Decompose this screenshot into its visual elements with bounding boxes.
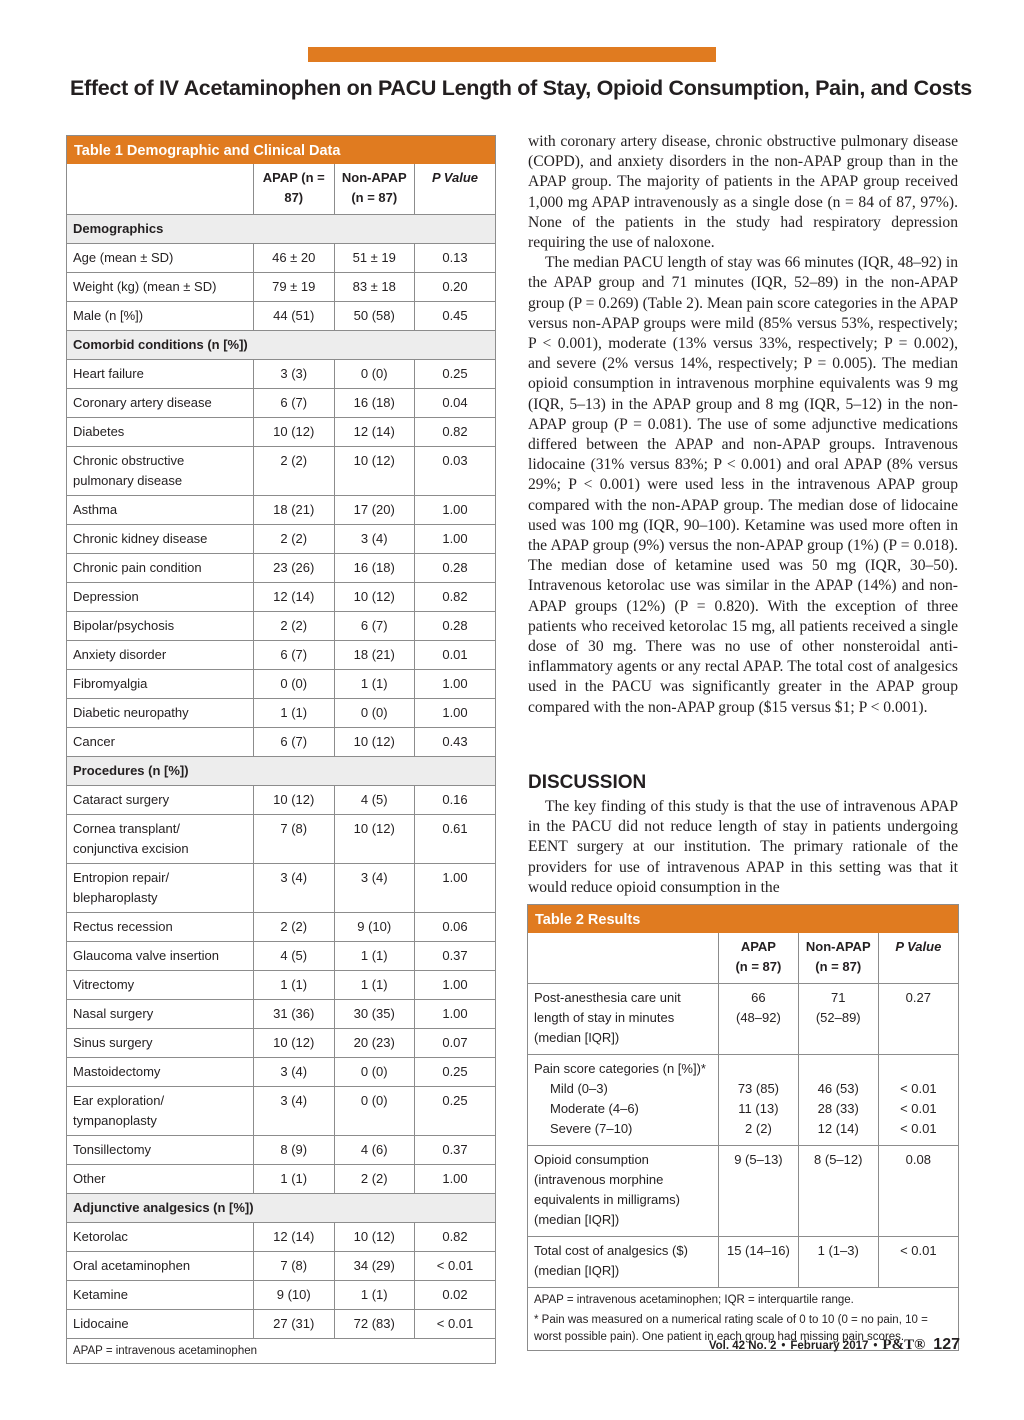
section-row: Comorbid conditions (n [%]) [67, 331, 495, 360]
section-row: Adjunctive analgesics (n [%]) [67, 1194, 495, 1223]
table-row: Rectus recession 2 (2) 9 (10) 0.06 [67, 913, 495, 942]
table-row: Opioid consumption (intravenous morphine equivalents in milligrams) (median [IQR]) 9 (5–13) 8 (5–12) 0.08 [528, 1146, 958, 1237]
table-row: Post-anesthesia care unit length of stay in minutes (median [IQR]) 66 (48–92) 71 (52–89) 0.27 [528, 984, 958, 1055]
body-column-top [528, 132, 958, 718]
paragraph: The key finding of this study is that the use of intravenous APAP in the PACU did not reduce length of stay in patients undergoing EENT surgery at our institution. The primary rationale of the providers for use of intravenous APAP in this setting was that it would reduce opioid consumption in the [528, 798, 958, 896]
accent-bar [308, 47, 716, 62]
table-row: Ear exploration/ tympanoplasty 3 (4) 0 (0) 0.25 [67, 1087, 495, 1136]
table-row: Oral acetaminophen 7 (8) 34 (29) < 0.01 [67, 1252, 495, 1281]
table-1-footnote: APAP = intravenous acetaminophen [67, 1339, 495, 1364]
section-row: Demographics [67, 215, 495, 244]
table-row: Cataract surgery 10 (12) 4 (5) 0.16 [67, 786, 495, 815]
table-1-header-row [67, 164, 495, 215]
table-row: Vitrectomy 1 (1) 1 (1) 1.00 [67, 971, 495, 1000]
column-header: Non-APAP (n = 87) [798, 933, 878, 984]
table-2-header-row [528, 933, 958, 984]
table-row: Asthma 18 (21) 17 (20) 1.00 [67, 496, 495, 525]
table-row: Pain score categories (n [%])* Mild (0–3) Moderate (4–6) Severe (7–10) 73 (85) 11 (13) 2 (2) 46 (53) 28 (33) 12 (14) < 0.01 < 0.01 < 0.01 [528, 1055, 958, 1146]
table-row: Chronic obstructive pulmonary disease 2 (2) 10 (12) 0.03 [67, 447, 495, 496]
table-row: Sinus surgery 10 (12) 20 (23) 0.07 [67, 1029, 495, 1058]
table-row: Total cost of analgesics ($) (median [IQR]) 15 (14–16) 1 (1–3) < 0.01 [528, 1237, 958, 1288]
journal-logo: P&T® [882, 1337, 926, 1353]
column-header: Non-APAP (n = 87) [334, 164, 415, 215]
table-row: Depression 12 (14) 10 (12) 0.82 [67, 583, 495, 612]
table-2-caption: Table 2 Results [528, 905, 958, 933]
table-row: Tonsillectomy 8 (9) 4 (6) 0.37 [67, 1136, 495, 1165]
table-1 [66, 135, 496, 1364]
column-header: P Value [415, 164, 496, 215]
table-1-caption: Table 1 Demographic and Clinical Data [67, 136, 495, 164]
table-row: Cancer 6 (7) 10 (12) 0.43 [67, 728, 495, 757]
table-row: Other 1 (1) 2 (2) 1.00 [67, 1165, 495, 1194]
date-label: February 2017 [790, 1340, 869, 1352]
column-header: P Value [878, 933, 958, 984]
table-row: Diabetes 10 (12) 12 (14) 0.82 [67, 418, 495, 447]
paragraph: with coronary artery disease, chronic obstructive pulmonary disease (COPD), and anxiety disorders in the non-APAP group than in the APAP group. The majority of patients in the APAP group received 1,000 mg APAP intravenously as a single dose (n = 84 of 87, 97%). None of the patients in the study had respiratory depression requiring the use of naloxone. [528, 133, 958, 252]
page-number: 127 [933, 1336, 960, 1353]
table-row: Diabetic neuropathy 1 (1) 0 (0) 1.00 [67, 699, 495, 728]
table-row: Ketamine 9 (10) 1 (1) 0.02 [67, 1281, 495, 1310]
table-2-grid [528, 933, 958, 1350]
section-row: Procedures (n [%]) [67, 757, 495, 786]
table-row: Entropion repair/ blepharoplasty 3 (4) 3 (4) 1.00 [67, 864, 495, 913]
footnote: * Pain was measured on a numerical rating scale of 0 to 10 (0 = no pain, 10 = worst possible pain). One patient in each group had missing pain scores. [534, 1314, 928, 1343]
table-row: Male (n [%]) 44 (51) 50 (58) 0.45 [67, 302, 495, 331]
table-row: Mastoidectomy 3 (4) 0 (0) 0.25 [67, 1058, 495, 1087]
footnote: APAP = intravenous acetaminophen; IQR = interquartile range. [534, 1294, 854, 1306]
table-row: Anxiety disorder 6 (7) 18 (21) 0.01 [67, 641, 495, 670]
page-title: Effect of IV Acetaminophen on PACU Length of Stay, Opioid Consumption, Pain, and Costs [70, 76, 972, 100]
body-column-discussion [528, 797, 958, 898]
column-header: APAP (n = 87) [719, 933, 799, 984]
table-row: Chronic kidney disease 2 (2) 3 (4) 1.00 [67, 525, 495, 554]
page-footer: Vol. 42 No. 2 • February 2017 • P&T® 127 [708, 1336, 960, 1353]
table-row: Heart failure 3 (3) 0 (0) 0.25 [67, 360, 495, 389]
table-row: Age (mean ± SD) 46 ± 20 51 ± 19 0.13 [67, 244, 495, 273]
table-row: Fibromyalgia 0 (0) 1 (1) 1.00 [67, 670, 495, 699]
table-row: Nasal surgery 31 (36) 30 (35) 1.00 [67, 1000, 495, 1029]
table-row: Ketorolac 12 (14) 10 (12) 0.82 [67, 1223, 495, 1252]
section-heading: DISCUSSION [528, 772, 647, 793]
table-row: Chronic pain condition 23 (26) 16 (18) 0.28 [67, 554, 495, 583]
table-2 [527, 904, 959, 1351]
issue-label: Vol. 42 No. 2 [708, 1340, 777, 1352]
table-row: Bipolar/psychosis 2 (2) 6 (7) 0.28 [67, 612, 495, 641]
table-row: Lidocaine 27 (31) 72 (83) < 0.01 [67, 1310, 495, 1339]
table-1-grid [67, 164, 495, 1363]
paragraph: The median PACU length of stay was 66 minutes (IQR, 48–92) in the APAP group and 71 minutes (IQR, 52–89) in the non-APAP group (P = 0.269) (Table 2). Mean pain score categories in the APAP versus non-APAP groups were mild (85% versus 53%, respectively; P < 0.001), moderate (13% versus 33%, respectively; P = 0.002), and severe (2% versus 14%, respectively; P = 0.005). The median opioid consumption in intravenous morphine equivalents was 9 mg (IQR, 5–13) in the APAP group and 8 mg (IQR, 5–12) in the non-APAP group (P = 0.081). The use of some adjunctive medications differed between the APAP and non-APAP groups. Intravenous lidocaine (31% versus 83%; P < 0.001) and oral APAP (8% versus 29%; P < 0.001) were used less in the intravenous APAP group compared with the non-APAP group. The median dose of lidocaine used was 100 mg (IQR, 90–100). Ketamine was used more often in the APAP group (9%) versus the non-APAP group (1%) (P = 0.018). The median dose of ketamine used was 50 mg (IQR, 30–50). Intravenous ketorolac use was similar in the APAP (14%) and non-APAP groups (12%) (P = 0.820). With the exception of three patients who received ketorolac 15 mg, all patients received a single dose of 30 mg. There was no use of other nonsteroidal anti-inflammatory agents or any rectal APAP. The total cost of analgesics used in the PACU was significantly greater in the APAP group compared with the non-APAP group ($15 versus $1; P < 0.001). [528, 254, 958, 716]
table-row: Weight (kg) (mean ± SD) 79 ± 19 83 ± 18 0.20 [67, 273, 495, 302]
column-header: APAP (n = 87) [254, 164, 335, 215]
table-row: Glaucoma valve insertion 4 (5) 1 (1) 0.37 [67, 942, 495, 971]
table-row: Cornea transplant/ conjunctiva excision 7 (8) 10 (12) 0.61 [67, 815, 495, 864]
table-row: Coronary artery disease 6 (7) 16 (18) 0.04 [67, 389, 495, 418]
